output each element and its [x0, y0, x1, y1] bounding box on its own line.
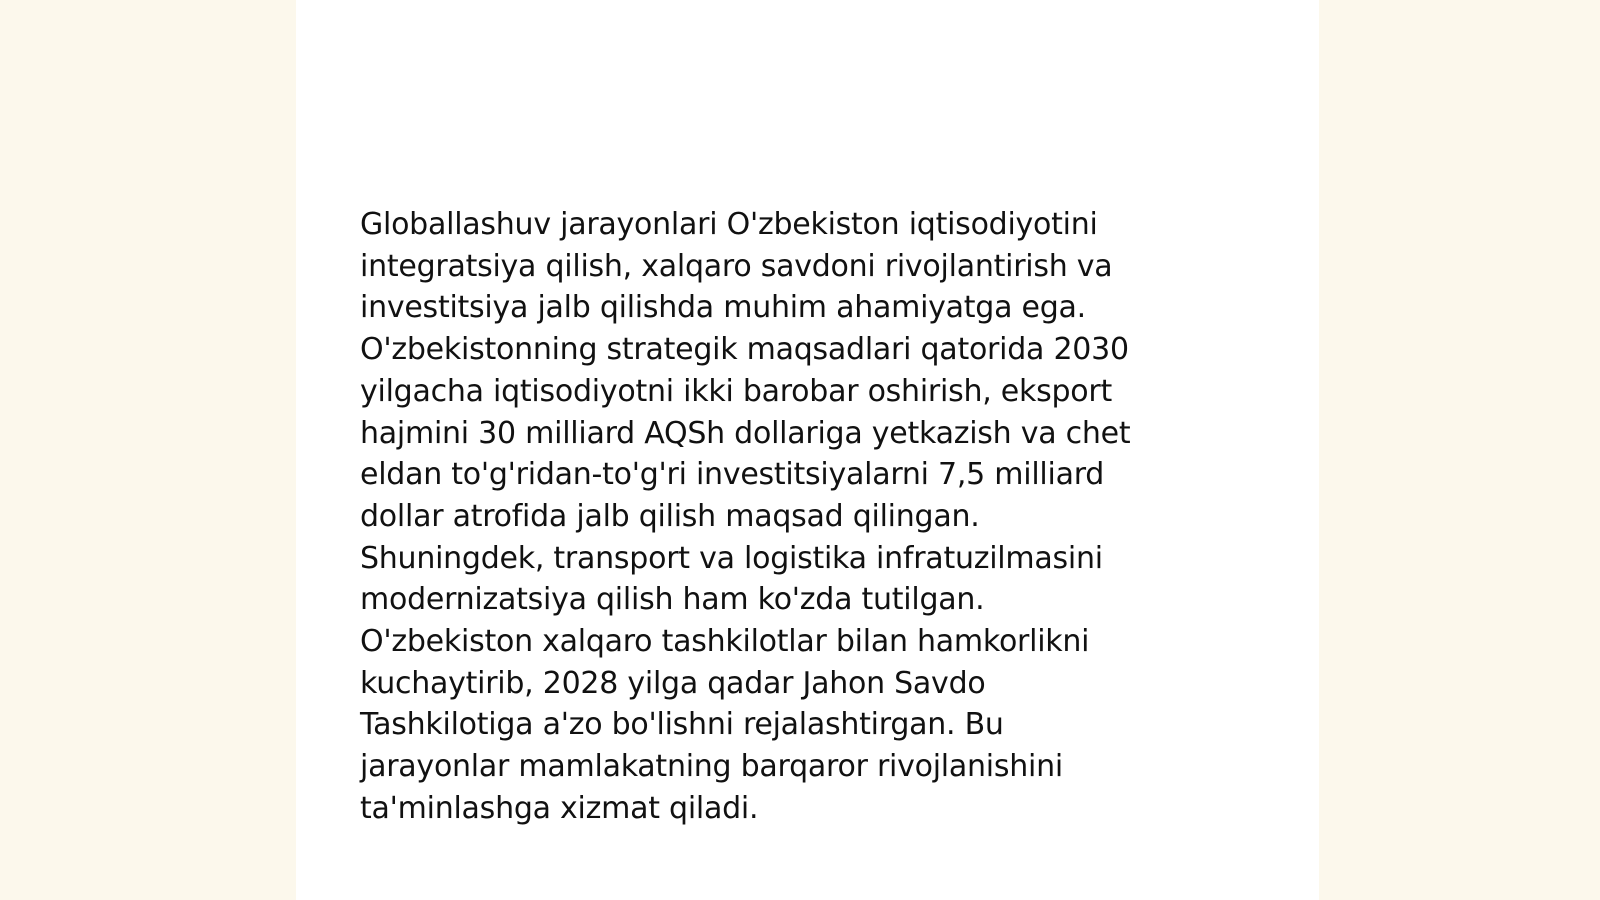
document-sheet [296, 0, 1319, 900]
document-body-text: Globallashuv jarayonlari O'zbekiston iqtisodiyotini integratsiya qilish, xalqaro savdoni rivojlantirish va investitsiya jalb qilishda muhim ahamiyatga ega. O'zbekistonning strategik maqsadlari qatorida 2030 yilgacha iqtisodiyotni ikki barobar oshirish, eksport hajmini 30 milliard AQSh dollariga yetkazish va chet eldan to'g'ridan-to'g'ri investitsiyalarni 7,5 milliard dollar atrofida jalb qilish maqsad qilingan. Shuningdek, transport va logistika infratuzilmasini modernizatsiya qilish ham ko'zda tutilgan. O'zbekiston xalqaro tashkilotlar bilan hamkorlikni kuchaytirib, 2028 yilga qadar Jahon Savdo Tashkilotiga a'zo bo'lishni rejalashtirgan. Bu jarayonlar mamlakatning barqaror rivojlanishini ta'minlashga xizmat qiladi. [360, 207, 1131, 826]
